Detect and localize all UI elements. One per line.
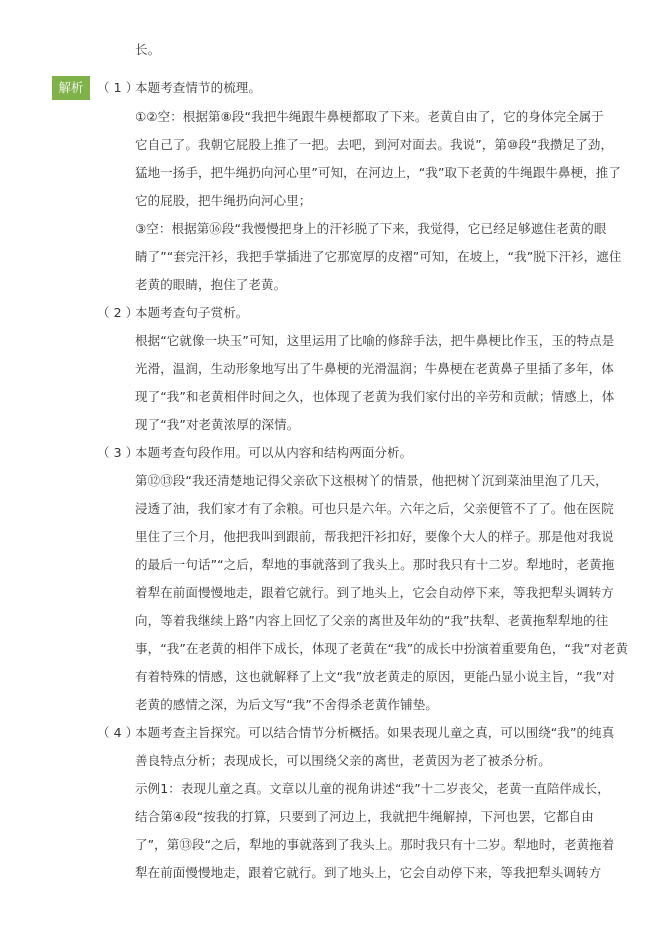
section-3-line: 有着特殊的情感，这也就解释了上文“我”放老黄走的原因，更能凸显小说主旨，“我”对 — [135, 669, 615, 684]
section-4-line: 了”，第⑬段“之后，犁地的事就落到了我头上。那时我只有十二岁。犁地时，老黄拖着 — [135, 837, 615, 852]
section-1-number: （ 1 ） — [97, 80, 139, 95]
section-4-number: （ 4 ） — [97, 725, 139, 740]
section-3-line: 浸透了油，我们家才有了余粮。可也只是六年。六年之后，父亲便管不了了。他在医院 — [135, 501, 614, 516]
section-4-line: 结合第④段“按我的打算，只要到了河边上，我就把牛绳解掉，下河也罢，它都自由 — [135, 809, 594, 824]
section-3-number: （ 3 ） — [97, 445, 139, 460]
analysis-badge: 解析 — [52, 76, 90, 100]
section-3-line: 的最后一句话”“之后，犁地的事就落到了我头上。那时我只有十二岁。犁地时，老黄拖 — [135, 557, 615, 572]
section-3-line: 事，“我”在老黄的相伴下成长，体现了老黄在“我”的成长中扮演着重要角色，“我”对老黄 — [135, 641, 629, 656]
section-1-line: 老黄的眼睛，抱住了老黄。 — [135, 277, 287, 292]
section-1-line: 睛了”“套完汗衫，我把手掌插进了它那宽厚的皮褶”可知，在坡上，“我”脱下汗衫，遮住 — [135, 249, 622, 264]
section-4-title: 本题考查主旨探究。可以结合情节分析概括。如果表现儿童之真，可以围绕“我”的纯真 — [135, 725, 615, 740]
section-1-line: 它自己了。我朝它屁股上推了一把。去吧，到河对面去。我说”，第⑩段“我攒足了劲， — [135, 137, 614, 152]
section-3-line: 老黄的感情之深，为后文写“我”不舍得杀老黄作铺垫。 — [135, 697, 438, 712]
section-4-line: 犁在前面慢慢地走，跟着它就行。到了地头上，它会自动停下来，等我把犁头调转方 — [135, 865, 602, 880]
section-1-title: 本题考查情节的梳理。 — [135, 80, 262, 95]
section-4-title-cont: 善良特点分析；表现成长，可以围绕父亲的离世，老黄因为老了被杀分析。 — [135, 753, 551, 768]
section-3-line: 着犁在前面慢慢地走，跟着它就行。到了地头上，它会自动停下来，等我把犁头调转方 — [135, 585, 614, 600]
section-3-line: 里住了三个月，他把我叫到跟前，帮我把汗衫扣好，要像个大人的样子。那是他对我说 — [135, 529, 614, 544]
section-2-line: 现了“我”和老黄相伴时间之久，也体现了老黄为我们家付出的辛劳和贡献；情感上，体 — [135, 389, 615, 404]
section-3-line: 第⑫⑬段“我还清楚地记得父亲砍下这根树丫的情景，他把树丫沉到菜油里泡了几天， — [135, 473, 608, 488]
section-4-line: 示例1：表现儿童之真。文章以儿童的视角讲述“我”十二岁丧父，老黄一直陪伴成长， — [135, 781, 610, 796]
section-3-line: 向，等着我继续上路”内容上回忆了父亲的离世及年幼的“我”扶犁、老黄拖犁犁地的往 — [135, 613, 609, 628]
section-2-number: （ 2 ） — [97, 305, 139, 320]
section-1-line: ①②空：根据第⑧段“我把牛绳跟牛鼻梗都取了下来。老黄自由了，它的身体完全属于 — [135, 109, 604, 124]
section-2-title: 本题考查句子赏析。 — [135, 305, 249, 320]
section-2-line: 光滑，温润，生动形象地写出了牛鼻梗的光滑温润；牛鼻梗在老黄鼻子里插了多年，体 — [135, 361, 614, 376]
text-line-top: 长。 — [135, 42, 161, 57]
section-3-title: 本题考查句段作用。可以从内容和结构两面分析。 — [135, 445, 413, 460]
section-1-line: 它的屁股，把牛绳扔向河心里； — [135, 193, 312, 208]
section-2-line: 根据“它就像一块玉”可知，这里运用了比喻的修辞手法，把牛鼻梗比作玉，玉的特点是 — [135, 333, 615, 348]
section-1-line: ③空：根据第⑯段“我慢慢把身上的汗衫脱了下来，我觉得，它已经足够遮住老黄的眼 — [135, 221, 607, 236]
section-1-line: 猛地一扬手，把牛绳扔向河心里”可知，在河边上，“我”取下老黄的牛绳跟牛鼻梗，推了 — [135, 165, 621, 180]
section-2-line: 现了“我”对老黄浓厚的深情。 — [135, 417, 300, 432]
